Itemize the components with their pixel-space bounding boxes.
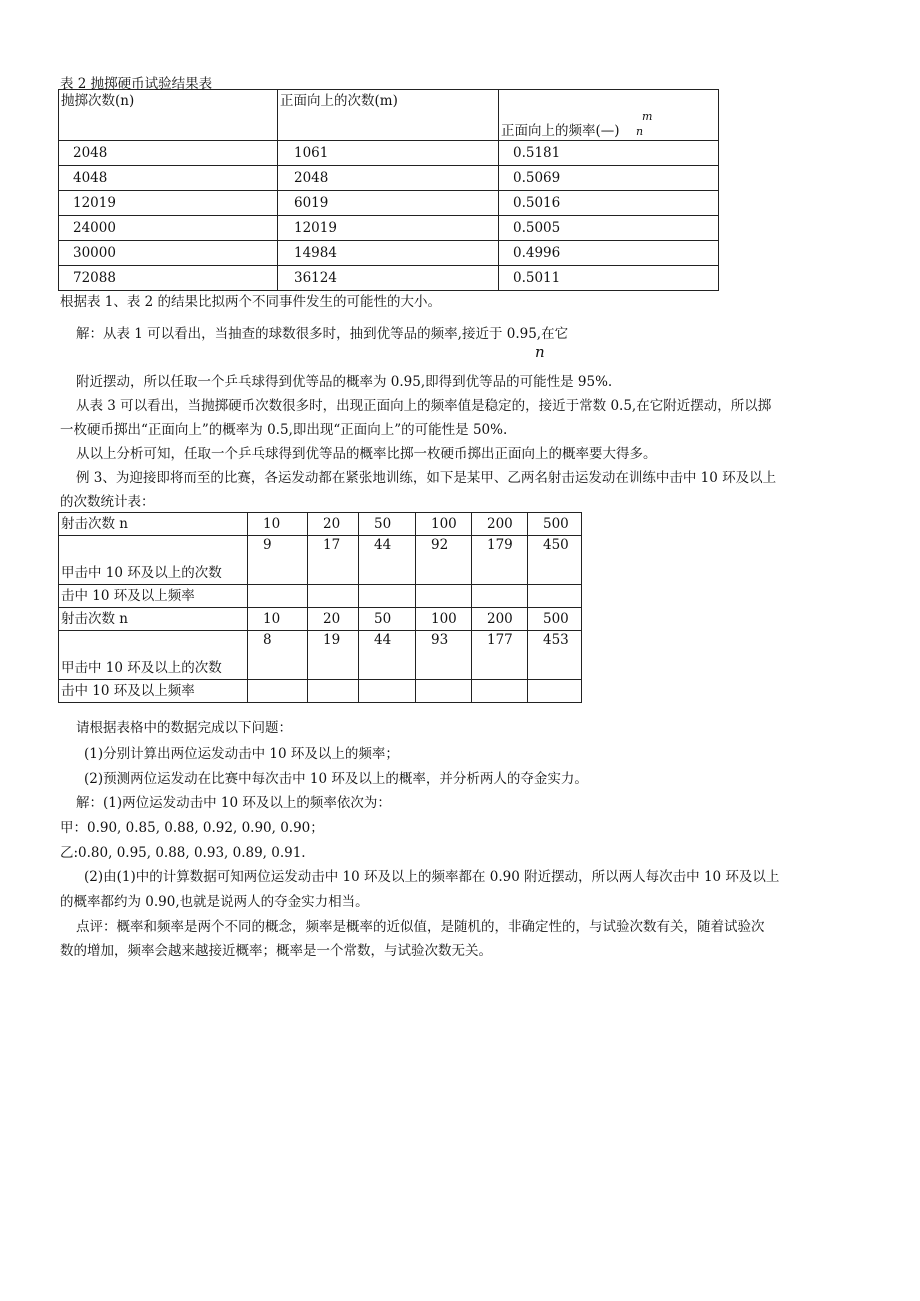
coin-toss-table xyxy=(58,89,719,291)
freq-cell xyxy=(359,585,416,608)
freq-cell xyxy=(308,585,359,608)
question-2: (2)预测两位运发动在比赛中每次击中 10 环及以上的概率，并分析两人的夺金实力。 xyxy=(84,771,588,787)
shots-cell: 500 xyxy=(528,513,582,536)
comment-line1: 点评：概率和频率是两个不同的概念，频率是概率的近似值，是随机的，非确定性的，与试验次数有关，随着试验次 xyxy=(76,919,765,935)
hits-cell: 92 xyxy=(416,536,472,585)
solution-intro: 解：(1)两位运发动击中 10 环及以上的频率依次为： xyxy=(76,795,391,811)
header-heads-frequency: 正面向上的频率(—) m n xyxy=(499,90,719,141)
cell-heads: 2048 xyxy=(278,166,499,191)
hits-cell: 19 xyxy=(308,631,359,680)
hits-cell: 93 xyxy=(416,631,472,680)
cell-tosses: 2048 xyxy=(59,141,278,166)
shots-label: 射击次数 n xyxy=(59,513,248,536)
cell-tosses: 24000 xyxy=(59,216,278,241)
cell-tosses: 12019 xyxy=(59,191,278,216)
cell-tosses: 4048 xyxy=(59,166,278,191)
hits-label: 甲击中 10 环及以上的次数 xyxy=(59,536,248,585)
shots-cell: 200 xyxy=(472,513,528,536)
cell-frequency: 0.5181 xyxy=(499,141,719,166)
paragraph-solution-3a: 从表 3 可以看出，当抛掷硬币次数很多时，出现正面向上的频率值是稳定的，接近于常数 0.5,在它附近摆动，所以掷 xyxy=(76,398,772,414)
paragraph-conclusion: 从以上分析可知，任取一个乒乓球得到优等品的概率比掷一枚硬币掷出正面向上的概率要大得多。 xyxy=(76,446,657,462)
table-row xyxy=(59,191,719,216)
freq-cell xyxy=(416,680,472,703)
cell-heads: 12019 xyxy=(278,216,499,241)
freq-cell xyxy=(416,585,472,608)
freq-cell xyxy=(528,585,582,608)
cell-heads: 1061 xyxy=(278,141,499,166)
shots-cell: 10 xyxy=(248,513,308,536)
hits-cell: 44 xyxy=(359,631,416,680)
freq-cell xyxy=(528,680,582,703)
hits-cell: 453 xyxy=(528,631,582,680)
cell-frequency: 0.5005 xyxy=(499,216,719,241)
shots-cell: 100 xyxy=(416,513,472,536)
table-row xyxy=(59,241,719,266)
cell-frequency: 0.5011 xyxy=(499,266,719,291)
hits-cell: 8 xyxy=(248,631,308,680)
fraction-numerator: m xyxy=(642,110,653,123)
shots-cell: 50 xyxy=(359,608,416,631)
hits-label: 甲击中 10 环及以上的次数 xyxy=(59,631,248,680)
hits-cell: 450 xyxy=(528,536,582,585)
hits-cell: 17 xyxy=(308,536,359,585)
freq-row-jia xyxy=(59,585,582,608)
paragraph-solution-1: 解：从表 1 可以看出，当抽查的球数很多时，抽到优等品的频率,接近于 0.95,在它 xyxy=(76,326,569,342)
freq-label: 击中 10 环及以上频率 xyxy=(59,680,248,703)
freq-cell xyxy=(308,680,359,703)
cell-frequency: 0.5069 xyxy=(499,166,719,191)
cell-frequency: 0.4996 xyxy=(499,241,719,266)
freq-cell xyxy=(248,585,308,608)
freq-cell xyxy=(472,585,528,608)
freq-row-yi xyxy=(59,680,582,703)
solution-jia: 甲：0.90, 0.85, 0.88, 0.92, 0.90, 0.90； xyxy=(60,820,324,836)
table-row xyxy=(59,141,719,166)
header-toss-count: 抛掷次数(n) xyxy=(59,90,278,141)
fraction-denominator: n xyxy=(636,125,644,138)
shots-cell: 10 xyxy=(248,608,308,631)
cell-frequency: 0.5016 xyxy=(499,191,719,216)
shooting-table xyxy=(58,512,582,703)
hits-row-jia xyxy=(59,536,582,585)
cell-heads: 6019 xyxy=(278,191,499,216)
paragraph-solution-3b: 一枚硬币掷出“正面向上”的概率为 0.5,即出现“正面向上”的可能性是 50%. xyxy=(60,422,508,438)
table-row xyxy=(59,266,719,291)
shots-cell: 20 xyxy=(308,513,359,536)
solution-yi: 乙:0.80, 0.95, 0.88, 0.93, 0.89, 0.91. xyxy=(60,845,306,861)
example3-line2: 的次数统计表： xyxy=(60,494,155,510)
hits-cell: 177 xyxy=(472,631,528,680)
shots-row-jia xyxy=(59,513,582,536)
hits-row-yi xyxy=(59,631,582,680)
cell-tosses: 72088 xyxy=(59,266,278,291)
solution-2a: (2)由(1)中的计算数据可知两位运发动击中 10 环及以上的频率都在 0.90 附近摆动，所以两人每次击中 10 环及以上 xyxy=(84,869,780,885)
freq-cell xyxy=(248,680,308,703)
cell-heads: 36124 xyxy=(278,266,499,291)
shots-cell: 500 xyxy=(528,608,582,631)
header-heads-count: 正面向上的次数(m) xyxy=(278,90,499,141)
hits-cell: 179 xyxy=(472,536,528,585)
hits-cell: 9 xyxy=(248,536,308,585)
table-header-row xyxy=(59,90,719,141)
shots-cell: 100 xyxy=(416,608,472,631)
freq-cell xyxy=(359,680,416,703)
shots-cell: 200 xyxy=(472,608,528,631)
question-intro: 请根据表格中的数据完成以下问题： xyxy=(76,720,292,736)
shots-row-yi xyxy=(59,608,582,631)
freq-label: 击中 10 环及以上频率 xyxy=(59,585,248,608)
comment-line2: 数的增加，频率会越来越接近概率；概率是一个常数，与试验次数无关。 xyxy=(60,943,492,959)
question-1: (1)分别计算出两位运发动击中 10 环及以上的频率； xyxy=(84,746,399,762)
example3-line1: 例 3、为迎接即将而至的比赛，各运发动都在紧张地训练，如下是某甲、乙两名射击运发动在训练中击中 10 环及以上 xyxy=(76,470,777,486)
table-row xyxy=(59,216,719,241)
shots-label: 射击次数 n xyxy=(59,608,248,631)
shots-cell: 50 xyxy=(359,513,416,536)
hits-cell: 44 xyxy=(359,536,416,585)
variable-n: n xyxy=(535,343,545,361)
paragraph-solution-2: 附近摆动，所以任取一个乒乓球得到优等品的概率为 0.95,即得到优等品的可能性是 95%. xyxy=(76,374,613,390)
freq-cell xyxy=(472,680,528,703)
cell-heads: 14984 xyxy=(278,241,499,266)
solution-2b: 的概率都约为 0.90,也就是说两人的夺金实力相当。 xyxy=(60,894,369,910)
shots-cell: 20 xyxy=(308,608,359,631)
paragraph-compare: 根据表 1、表 2 的结果比拟两个不同事件发生的可能性的大小。 xyxy=(60,294,442,310)
table-row xyxy=(59,166,719,191)
table2-caption: 表 2 抛掷硬币试验结果表 xyxy=(60,76,213,92)
cell-tosses: 30000 xyxy=(59,241,278,266)
